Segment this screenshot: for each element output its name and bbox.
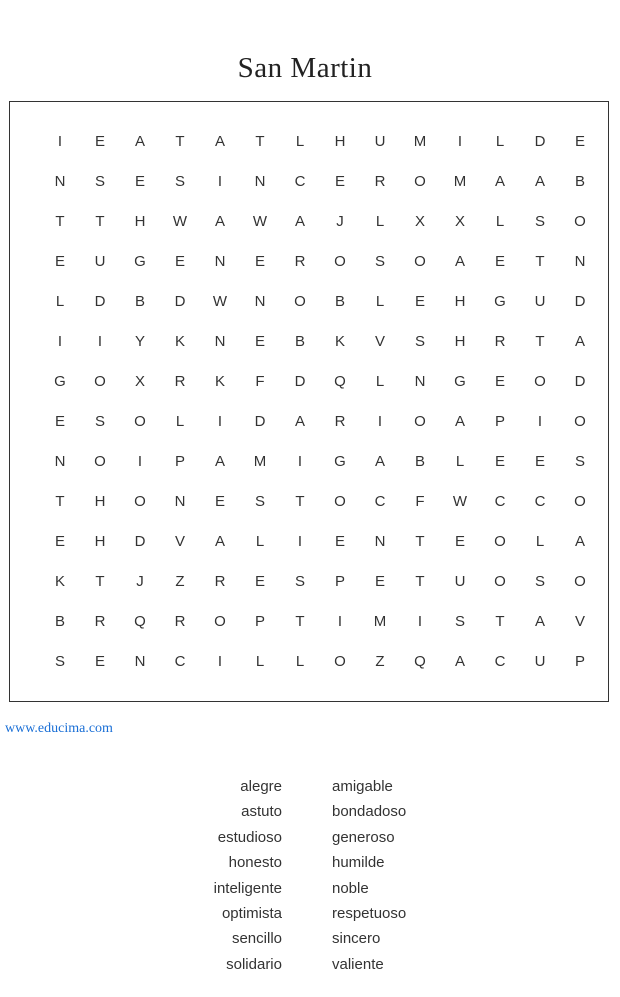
grid-letter: R <box>294 253 306 270</box>
word-list-item: bondadoso <box>332 803 407 821</box>
word-list-item: estudioso <box>217 828 282 846</box>
grid-letter: O <box>574 413 586 430</box>
grid-letter: I <box>217 413 223 430</box>
grid-letter: L <box>495 213 505 230</box>
grid-letter: M <box>253 453 267 470</box>
grid-letter: N <box>214 333 226 350</box>
grid-letter: C <box>494 653 506 670</box>
grid-letter: U <box>374 133 386 150</box>
grid-letter: U <box>94 253 106 270</box>
grid-letter: F <box>415 493 425 510</box>
grid-letter: E <box>54 253 65 270</box>
grid-letter: I <box>457 133 463 150</box>
grid-letter: W <box>452 493 468 510</box>
grid-letter: A <box>214 133 225 150</box>
grid-letter: L <box>255 533 265 550</box>
grid-letter: B <box>574 173 585 190</box>
grid-letter: L <box>455 453 465 470</box>
grid-letter: A <box>214 533 225 550</box>
word-list-item: optimista <box>221 904 282 922</box>
grid-letter: N <box>374 533 386 550</box>
grid-letter: O <box>294 293 306 310</box>
grid-letter: S <box>174 173 185 190</box>
word-list-item: respetuoso <box>332 904 407 922</box>
grid-letter: Q <box>134 613 146 630</box>
grid-letter: S <box>374 253 385 270</box>
grid-letter: S <box>534 573 545 590</box>
grid-letter: V <box>574 613 585 630</box>
grid-letter: E <box>334 533 345 550</box>
grid-letter: A <box>454 413 465 430</box>
grid-letter: Y <box>134 333 145 350</box>
grid-letter: T <box>95 573 105 590</box>
grid-letter: E <box>494 253 505 270</box>
site-link[interactable]: www.educima.com <box>5 721 113 736</box>
word-list-item: noble <box>332 879 369 897</box>
grid-letter: Q <box>414 653 426 670</box>
grid-letter: C <box>294 173 306 190</box>
word-list-item: solidario <box>226 955 282 973</box>
grid-letter: T <box>95 213 105 230</box>
grid-letter: F <box>255 373 265 390</box>
grid-letter: I <box>537 413 543 430</box>
grid-letter: R <box>94 613 106 630</box>
grid-letter: M <box>373 613 387 630</box>
grid-letter: D <box>254 413 266 430</box>
grid-letter: H <box>334 133 346 150</box>
grid-letter: V <box>174 533 185 550</box>
grid-letter: N <box>414 373 426 390</box>
grid-letter: I <box>57 133 63 150</box>
grid-letter: Z <box>375 653 385 670</box>
grid-letter: E <box>94 653 105 670</box>
grid-letter: H <box>454 293 466 310</box>
grid-letter: E <box>214 493 225 510</box>
grid-letter: A <box>454 253 465 270</box>
grid-letter: R <box>174 373 186 390</box>
grid-letter: H <box>134 213 146 230</box>
grid-letter: J <box>136 573 144 590</box>
grid-letter: E <box>254 333 265 350</box>
grid-letter: A <box>214 453 225 470</box>
grid-letter: O <box>414 253 426 270</box>
word-list-item: inteligente <box>213 879 282 897</box>
grid-letter: W <box>212 293 228 310</box>
grid-letter: O <box>334 253 346 270</box>
grid-letter: D <box>134 533 146 550</box>
grid-letter: O <box>574 213 586 230</box>
grid-letter: T <box>535 253 545 270</box>
word-search-grid-box <box>9 101 609 702</box>
grid-letter: I <box>137 453 143 470</box>
grid-letter: G <box>494 293 506 310</box>
grid-letter: H <box>454 333 466 350</box>
grid-letter: L <box>55 293 65 310</box>
grid-letter: B <box>54 613 65 630</box>
grid-letter: W <box>172 213 188 230</box>
grid-letter: B <box>294 333 305 350</box>
grid-letter: L <box>375 373 385 390</box>
grid-letter: E <box>334 173 345 190</box>
grid-letter: E <box>134 173 145 190</box>
grid-letter: R <box>374 173 386 190</box>
grid-letter: O <box>414 413 426 430</box>
grid-letter: X <box>414 213 425 230</box>
grid-letter: N <box>54 453 66 470</box>
grid-letter: M <box>413 133 427 150</box>
grid-letter: R <box>334 413 346 430</box>
grid-letter: L <box>535 533 545 550</box>
grid-letter: D <box>94 293 106 310</box>
grid-letter: L <box>375 213 385 230</box>
grid-letter: N <box>134 653 146 670</box>
grid-letter: P <box>334 573 345 590</box>
grid-letter: N <box>54 173 66 190</box>
grid-letter: P <box>174 453 185 470</box>
grid-letter: E <box>254 573 265 590</box>
grid-letter: N <box>174 493 186 510</box>
grid-letter: T <box>255 133 265 150</box>
grid-letter: O <box>534 373 546 390</box>
grid-letter: X <box>454 213 465 230</box>
word-list-item: astuto <box>241 803 282 821</box>
page-title: San Martin <box>237 52 373 84</box>
grid-letter: E <box>494 453 505 470</box>
grid-letter: E <box>574 133 585 150</box>
grid-letter: S <box>54 653 65 670</box>
grid-letter: T <box>55 213 65 230</box>
grid-letter: O <box>134 493 146 510</box>
grid-letter: C <box>534 493 546 510</box>
grid-letter: U <box>454 573 466 590</box>
grid-letter: T <box>295 493 305 510</box>
grid-letter: P <box>254 613 265 630</box>
grid-letter: M <box>453 173 467 190</box>
grid-letter: L <box>175 413 185 430</box>
grid-letter: N <box>574 253 586 270</box>
grid-letter: E <box>54 413 65 430</box>
grid-letter: R <box>174 613 186 630</box>
grid-letter: I <box>297 453 303 470</box>
grid-letter: I <box>217 173 223 190</box>
grid-letter: O <box>574 573 586 590</box>
word-list-item: generoso <box>332 828 395 846</box>
grid-letter: E <box>174 253 185 270</box>
grid-letter: C <box>174 653 186 670</box>
grid-letter: W <box>252 213 268 230</box>
grid-letter: G <box>134 253 146 270</box>
grid-letter: T <box>295 613 305 630</box>
word-list-item: valiente <box>332 955 384 973</box>
word-list-left-column <box>214 774 282 977</box>
grid-letter: D <box>574 373 586 390</box>
grid-letter: S <box>94 413 105 430</box>
grid-letter: T <box>415 573 425 590</box>
grid-letter: K <box>174 333 185 350</box>
word-list-item: sincero <box>332 930 381 948</box>
grid-letter: G <box>454 373 466 390</box>
grid-letter: O <box>574 493 586 510</box>
word-list-right-column <box>332 774 406 977</box>
grid-letter: K <box>54 573 65 590</box>
letter-grid <box>40 122 600 682</box>
grid-letter: N <box>214 253 226 270</box>
grid-letter: D <box>574 293 586 310</box>
grid-letter: T <box>175 133 185 150</box>
grid-letter: S <box>94 173 105 190</box>
grid-letter: P <box>574 653 585 670</box>
grid-letter: I <box>57 333 63 350</box>
grid-letter: X <box>134 373 145 390</box>
grid-letter: D <box>174 293 186 310</box>
grid-letter: G <box>334 453 346 470</box>
grid-letter: N <box>254 293 266 310</box>
grid-letter: B <box>334 293 345 310</box>
grid-letter: D <box>534 133 546 150</box>
grid-letter: U <box>534 293 546 310</box>
grid-letter: S <box>414 333 425 350</box>
grid-letter: R <box>494 333 506 350</box>
grid-letter: T <box>495 613 505 630</box>
grid-letter: L <box>495 133 505 150</box>
grid-letter: L <box>255 653 265 670</box>
grid-letter: E <box>94 133 105 150</box>
grid-letter: I <box>97 333 103 350</box>
grid-letter: Z <box>175 573 185 590</box>
word-list-item: sencillo <box>231 930 282 948</box>
grid-letter: H <box>94 533 106 550</box>
grid-letter: I <box>297 533 303 550</box>
grid-letter: K <box>334 333 345 350</box>
grid-letter: E <box>54 533 65 550</box>
grid-letter: R <box>214 573 226 590</box>
grid-letter: U <box>534 653 546 670</box>
grid-letter: O <box>94 373 106 390</box>
grid-letter: L <box>375 293 385 310</box>
grid-letter: A <box>574 533 585 550</box>
grid-letter: T <box>535 333 545 350</box>
grid-letter: O <box>334 653 346 670</box>
grid-letter: S <box>454 613 465 630</box>
grid-letter: I <box>377 413 383 430</box>
grid-letter: E <box>254 253 265 270</box>
grid-letter: S <box>574 453 585 470</box>
grid-letter: A <box>454 653 465 670</box>
grid-letter: Q <box>334 373 346 390</box>
grid-letter: S <box>294 573 305 590</box>
grid-letter: A <box>534 613 545 630</box>
grid-letter: K <box>214 373 225 390</box>
grid-letter: O <box>214 613 226 630</box>
grid-letter: E <box>374 573 385 590</box>
grid-letter: O <box>494 573 506 590</box>
grid-letter: E <box>414 293 425 310</box>
grid-letter: A <box>294 413 305 430</box>
grid-letter: A <box>534 173 545 190</box>
grid-letter: L <box>295 653 305 670</box>
word-list-item: amigable <box>332 778 393 795</box>
grid-letter: H <box>94 493 106 510</box>
word-list-item: alegre <box>240 778 282 795</box>
grid-letter: O <box>134 413 146 430</box>
grid-letter: A <box>494 173 505 190</box>
grid-letter: O <box>94 453 106 470</box>
grid-letter: D <box>294 373 306 390</box>
grid-letter: E <box>454 533 465 550</box>
grid-letter: C <box>374 493 386 510</box>
grid-letter: N <box>254 173 266 190</box>
grid-letter: L <box>295 133 305 150</box>
grid-letter: P <box>494 413 505 430</box>
grid-letter: A <box>214 213 225 230</box>
grid-letter: S <box>534 213 545 230</box>
grid-letter: O <box>494 533 506 550</box>
grid-letter: J <box>336 213 344 230</box>
grid-letter: E <box>494 373 505 390</box>
grid-letter: S <box>254 493 265 510</box>
grid-letter: O <box>414 173 426 190</box>
grid-letter: I <box>417 613 423 630</box>
grid-letter: C <box>494 493 506 510</box>
grid-letter: A <box>134 133 145 150</box>
grid-letter: B <box>134 293 145 310</box>
grid-letter: A <box>574 333 585 350</box>
grid-letter: G <box>54 373 66 390</box>
grid-letter: A <box>294 213 305 230</box>
grid-letter: T <box>415 533 425 550</box>
grid-letter: E <box>534 453 545 470</box>
grid-letter: A <box>374 453 385 470</box>
grid-letter: I <box>217 653 223 670</box>
grid-letter: O <box>334 493 346 510</box>
grid-letter: I <box>337 613 343 630</box>
grid-letter: V <box>374 333 385 350</box>
word-list-item: humilde <box>332 854 385 872</box>
grid-letter: B <box>414 453 425 470</box>
word-list-item: honesto <box>228 854 282 872</box>
grid-letter: T <box>55 493 65 510</box>
